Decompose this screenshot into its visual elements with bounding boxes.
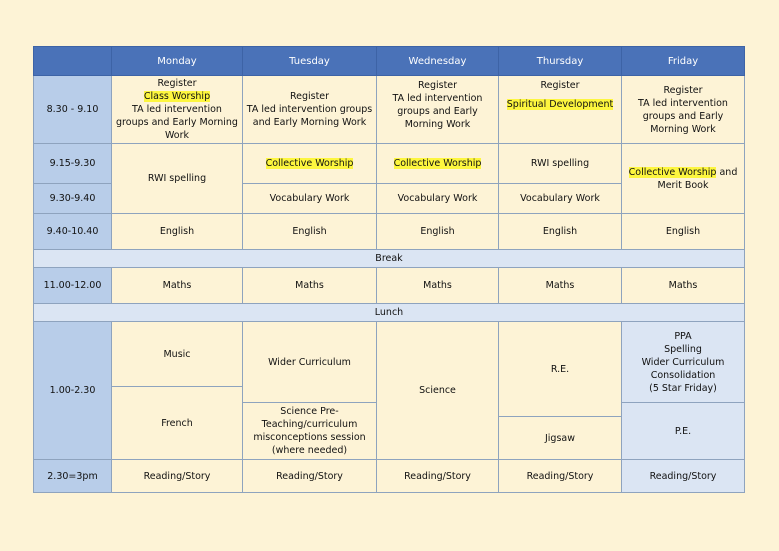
row-100-a <box>34 322 745 387</box>
cell-wed-english: English <box>377 214 499 250</box>
header-wednesday: Wednesday <box>377 47 499 76</box>
cell-text: TA led intervention groups and Early Morning Work <box>116 104 238 141</box>
cell-tue-english: English <box>243 214 377 250</box>
time-cell: 9.30-9.40 <box>34 184 112 214</box>
highlight-text: Spiritual Development <box>506 99 614 110</box>
time-cell: 11.00-12.00 <box>34 268 112 304</box>
timetable <box>33 46 745 493</box>
cell-mon-english: English <box>112 214 243 250</box>
cell-mon-register <box>112 76 243 144</box>
cell-fri-pe: P.E. <box>622 403 745 460</box>
cell-wed-register: Register TA led intervention groups and Early Morning Work <box>377 76 499 144</box>
cell-text: Register <box>540 80 580 91</box>
header-tuesday: Tuesday <box>243 47 377 76</box>
cell-thu-maths: Maths <box>499 268 622 304</box>
row-1100 <box>34 268 745 304</box>
cell-tue-reading: Reading/Story <box>243 460 377 493</box>
cell-wed-reading: Reading/Story <box>377 460 499 493</box>
cell-tue-vocab: Vocabulary Work <box>243 184 377 214</box>
cell-fri-worship <box>622 144 745 214</box>
header-friday: Friday <box>622 47 745 76</box>
header-monday: Monday <box>112 47 243 76</box>
time-cell: 2.30=3pm <box>34 460 112 493</box>
highlight-text: Class Worship <box>143 91 211 102</box>
cell-mon-rwi: RWI spelling <box>112 144 243 214</box>
cell-thu-register <box>499 76 622 144</box>
header-thursday: Thursday <box>499 47 622 76</box>
time-cell: 1.00-2.30 <box>34 322 112 460</box>
break-band: Break <box>34 250 745 268</box>
cell-fri-english: English <box>622 214 745 250</box>
highlight-text: Collective Worship <box>628 166 717 178</box>
cell-tue-science-pre: Science Pre-Teaching/curriculum misconceptions session (where needed) <box>243 403 377 460</box>
lunch-band: Lunch <box>34 304 745 322</box>
time-cell: 9.40-10.40 <box>34 214 112 250</box>
cell-thu-jigsaw: Jigsaw <box>499 417 622 460</box>
cell-tue-maths: Maths <box>243 268 377 304</box>
row-915 <box>34 144 745 184</box>
cell-thu-vocab: Vocabulary Work <box>499 184 622 214</box>
cell-wed-maths: Maths <box>377 268 499 304</box>
cell-fri-reading: Reading/Story <box>622 460 745 493</box>
cell-thu-rwi: RWI spelling <box>499 144 622 184</box>
cell-wed-science: Science <box>377 322 499 460</box>
cell-text: Register <box>157 78 197 89</box>
lunch-row <box>34 304 745 322</box>
header-row <box>34 47 745 76</box>
header-corner <box>34 47 112 76</box>
break-row <box>34 250 745 268</box>
cell-fri-register: Register TA led intervention groups and Early Morning Work <box>622 76 745 144</box>
row-940 <box>34 214 745 250</box>
highlight-text: Collective Worship <box>393 158 482 169</box>
cell-mon-french: French <box>112 387 243 460</box>
row-830 <box>34 76 745 144</box>
row-230 <box>34 460 745 493</box>
time-cell: 8.30 - 9.10 <box>34 76 112 144</box>
cell-thu-english: English <box>499 214 622 250</box>
cell-mon-reading: Reading/Story <box>112 460 243 493</box>
cell-thu-reading: Reading/Story <box>499 460 622 493</box>
cell-fri-ppa: PPA Spelling Wider Curriculum Consolidation (5 Star Friday) <box>622 322 745 403</box>
cell-fri-maths: Maths <box>622 268 745 304</box>
cell-wed-worship <box>377 144 499 184</box>
time-cell: 9.15-9.30 <box>34 144 112 184</box>
cell-text: and Merit Book <box>657 166 738 191</box>
cell-wed-vocab: Vocabulary Work <box>377 184 499 214</box>
cell-tue-worship <box>243 144 377 184</box>
cell-mon-music: Music <box>112 322 243 387</box>
cell-tue-register: Register TA led intervention groups and Early Morning Work <box>243 76 377 144</box>
highlight-text: Collective Worship <box>265 158 354 169</box>
cell-thu-re: R.E. <box>499 322 622 417</box>
cell-mon-maths: Maths <box>112 268 243 304</box>
cell-tue-wider: Wider Curriculum <box>243 322 377 403</box>
